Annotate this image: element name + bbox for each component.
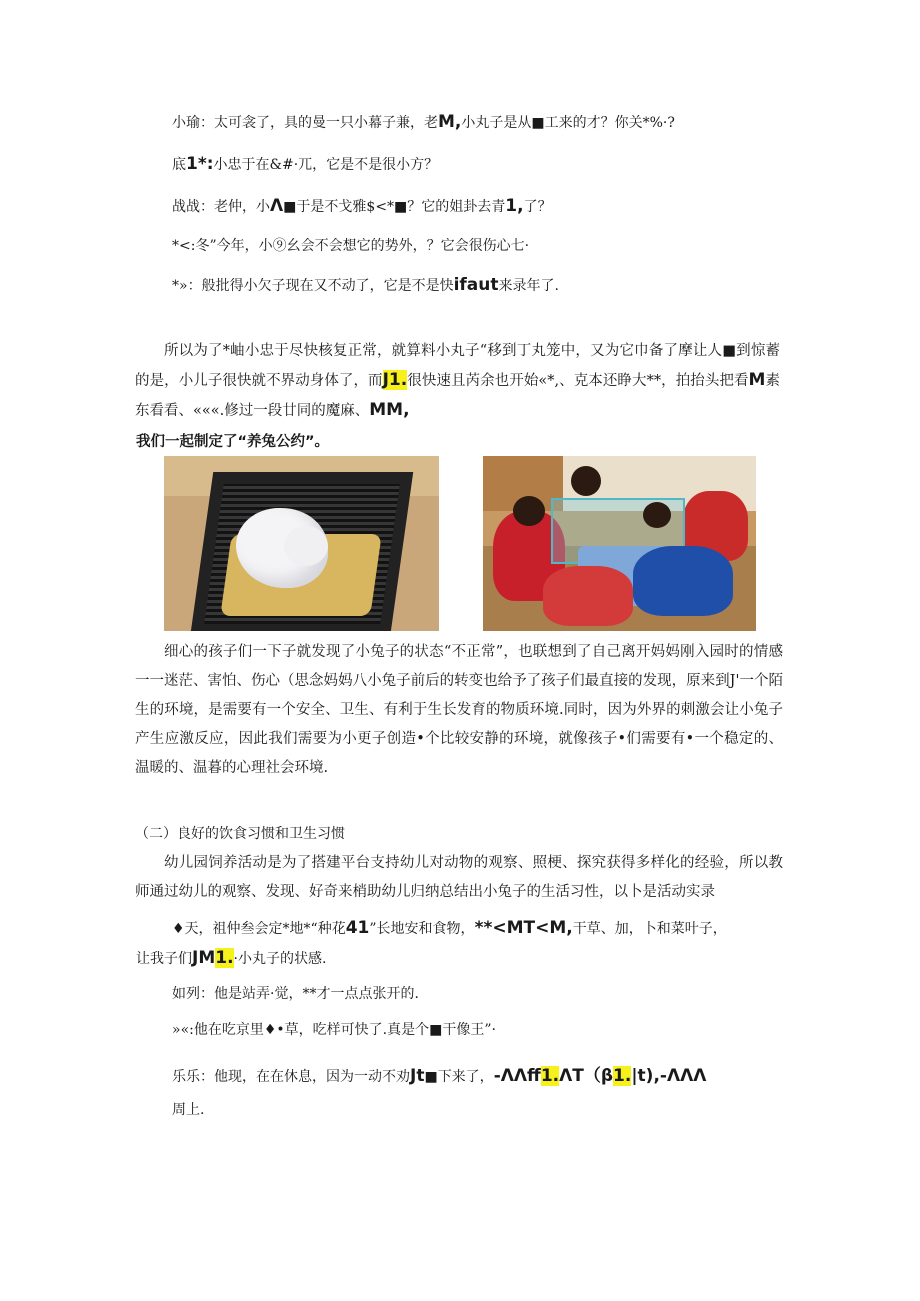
dialogue-line-3: 战战：老仲，小Λ■于是不戈雅$<*■？它的姐卦去青1,了？ [172,196,552,216]
dialogue-line-2: 底1*:小忠于在&#·兀，它是不是很小方？ [172,154,439,174]
dialogue2-line-1: ♦天，祖仲叁会定*地*“种花41”长地安和食物，**<MT<M,干草、加，卜和菜叶子， [172,918,727,938]
dialogue-line-5: *»：般批得小欠子现在又不动了，它是不是快ifaut来录年了. [172,275,559,295]
children-observing-photo [483,456,756,631]
dialogue2-line-6: 周上. [172,1102,205,1118]
dialogue-line-1: 小瑜：太可衾了，具的曼一只小幕子兼，老M,小丸子是从■工来的才？你关*%·? [172,112,675,132]
dialogue2-line-2: 让我子们JM1.·小丸子的状感. [136,948,327,968]
dialogue2-line-5: 乐乐：他现，在在休息，因为一动不劝Jt■下来了，-ΛΛff1.ΛT（β1.|t),-ΛΛΛ [172,1066,707,1086]
paragraph-rabbit-care: 所以为了*岫小忠于尽快核复正常，就算料小丸子“移到丁丸笼中，又为它巾备了摩让人■到惊蓄的是，小儿子很快就不界动身体了，而J1.很快速且芮余也开始«*,、克本还睁大**，拍抬头把看M素东看看、«««.修过一段廿同的魔麻、MM, [135,343,781,420]
dialogue2-line-3: 如列：他是站弄·觉，**才一点点张开的. [172,986,419,1002]
paragraph-observation: 细心的孩子们一下子就发现了小兔子的状态“不正常”，也联想到了自己离开妈妈刚入园时的情感一一迷茫、害怕、伤心（思念妈妈八小兔子前后的转变也给予了孩子们最直接的发现，原来到J'一个陌生的环境，是需要有一个安全、卫生、有利于生长发育的物质环境.同时，因为外界的刺激会让小兔子产生应激反应，因此我们需要为小更子创造•个比较安静的环境，就像孩子•们需要有•一个稳定的、温暖的、温暮的心理社会环境. [135,644,783,776]
dialogue-line-4: *<:冬”今年，小⑨幺会不会想它的势外，？它会很伤心七· [172,238,530,254]
paragraph-feeding: 幼儿园饲养活动是为了搭建平台支持幼儿对动物的观察、照梗、探究获得多样化的经验，所以教师通过幼儿的观察、发现、好奇来梢助幼儿归纳总结出小兔子的生活习性，以卜是活动实录 [135,855,783,900]
rabbit-in-box-photo [164,456,439,631]
bold-caption: 我们一起制定了“养兔公约”。 [136,434,330,450]
dialogue2-line-4: »«:他在吃京里♦•草，吃样可快了.真是个■干像王”· [172,1022,496,1038]
section-heading: （二）良好的饮食习惯和卫生习惯 [135,826,345,842]
